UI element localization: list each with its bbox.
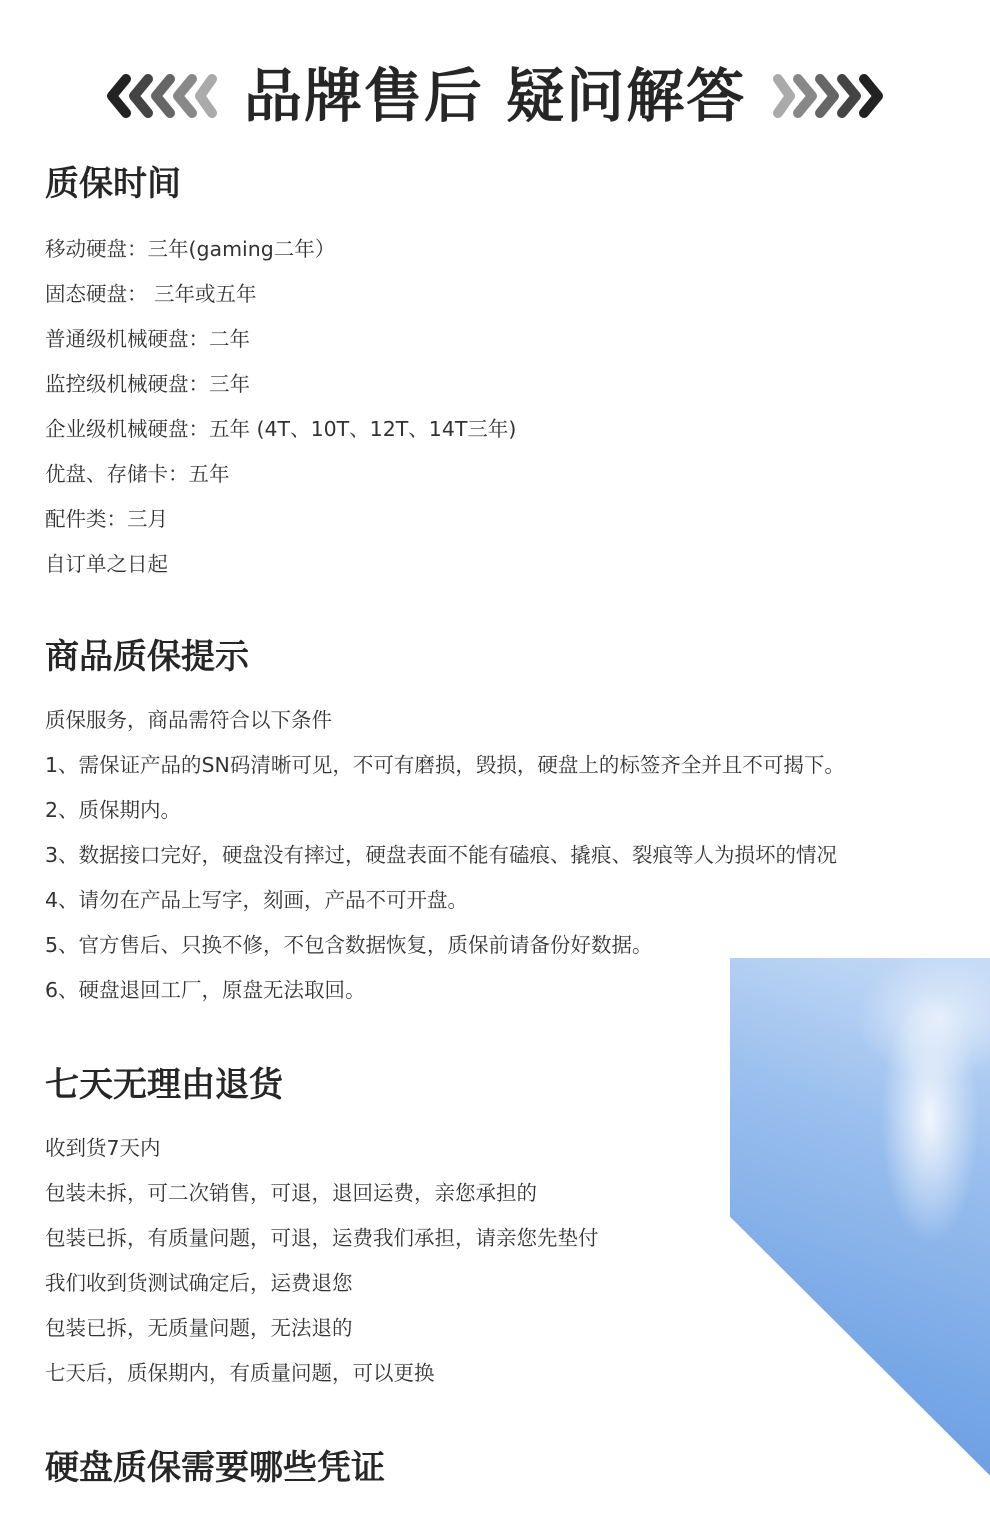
page-title: 品牌售后 疑问解答 (243, 62, 747, 130)
warranty-period-section (45, 161, 516, 587)
list-item: 6、硬盘退回工厂，原盘无法取回。 (45, 978, 366, 1002)
double-chevron-left-icon (106, 71, 218, 121)
list-item: 质保服务，商品需符合以下条件 (45, 708, 332, 732)
list-item: 固态硬盘： 三年或五年 (45, 282, 257, 306)
list-item: 包装已拆，有质量问题，可退，运费我们承担，请亲您先垫付 (45, 1226, 599, 1250)
list-item: 5、官方售后、只换不修，不包含数据恢复，质保前请备份好数据。 (45, 933, 653, 957)
list-item: 优盘、存储卡：五年 (45, 462, 230, 486)
sky-decoration-image (730, 958, 990, 1533)
section-heading: 硬盘质保需要哪些凭证 (45, 1448, 385, 1488)
list-item: 包装已拆，无质量问题，无法退的 (45, 1316, 353, 1340)
list-item: 我们收到货测试确定后，运费退您 (45, 1271, 353, 1295)
list-item: 移动硬盘：三年(gaming二年） (45, 237, 336, 261)
list-item: 4、请勿在产品上写字，刻画，产品不可开盘。 (45, 888, 469, 912)
list-item: 3、数据接口完好，硬盘没有摔过，硬盘表面不能有磕痕、撬痕、裂痕等人为损坏的情况 (45, 843, 838, 867)
list-item: 普通级机械硬盘：二年 (45, 327, 250, 351)
section-heading: 七天无理由退货 (45, 1065, 283, 1105)
list-item: 包装未拆，可二次销售，可退，退回运费，亲您承担的 (45, 1181, 537, 1205)
list-item: 配件类：三月 (45, 507, 168, 531)
warranty-conditions-section (45, 634, 845, 1013)
section-heading: 商品质保提示 (45, 637, 249, 677)
list-item: 2、质保期内。 (45, 798, 182, 822)
list-item: 企业级机械硬盘：五年 (4T、10T、12T、14T三年) (45, 417, 517, 441)
list-item: 1、需保证产品的SN码清晰可见，不可有磨损，毁损，硬盘上的标签齐全并且不可揭下。 (45, 753, 845, 777)
list-item: 自订单之日起 (45, 552, 168, 576)
section-heading: 质保时间 (45, 164, 181, 204)
double-chevron-right-icon (772, 71, 884, 121)
seven-day-return-section (45, 1062, 599, 1396)
page-header (0, 56, 990, 136)
warranty-proof-section (45, 1445, 385, 1491)
list-item: 收到货7天内 (45, 1136, 161, 1160)
list-item: 七天后，质保期内，有质量问题，可以更换 (45, 1361, 435, 1385)
list-item: 监控级机械硬盘：三年 (45, 372, 250, 396)
